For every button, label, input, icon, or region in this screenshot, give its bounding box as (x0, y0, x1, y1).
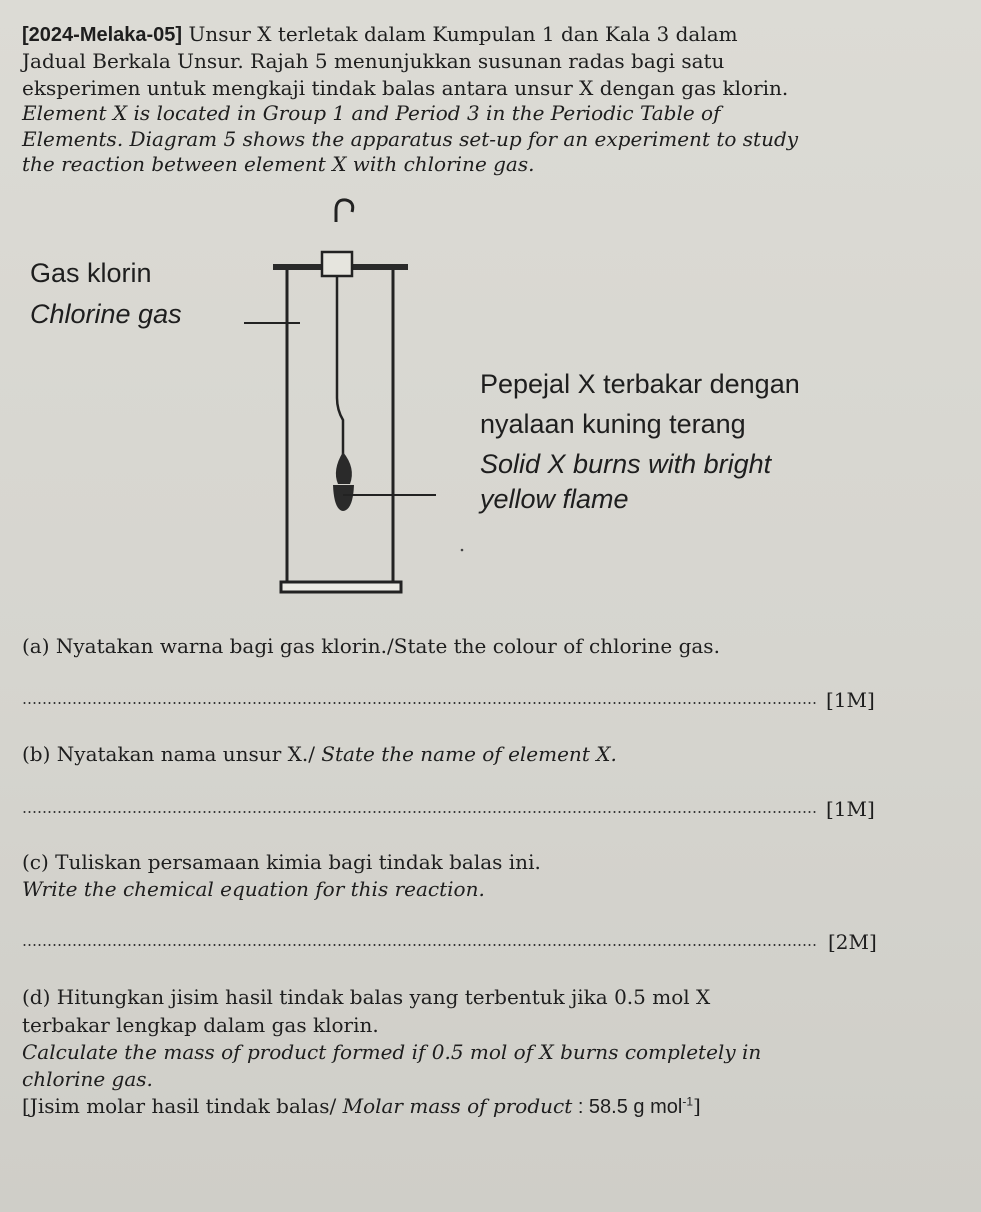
intro-en-line: Element X is located in Group 1 and Period 3 in the Periodic Table of (22, 101, 721, 125)
molar-mass-ms: [Jisim molar hasil tindak balas/ (22, 1094, 343, 1118)
spoon-cup (333, 485, 354, 511)
question-c-ms: (c) Tuliskan persamaan kimia bagi tindak balas ini. (22, 850, 541, 874)
question-b-en: State the name of element X. (321, 742, 617, 766)
intro-ms-line: eksperimen untuk mengkaji tindak balas antara unsur X dengan gas klorin. (22, 76, 789, 100)
answer-line-b[interactable] (22, 811, 816, 813)
molar-mass-exponent: -1 (682, 1094, 693, 1109)
gas-label-ms: Gas klorin (30, 258, 152, 288)
question-reference: [2024-Melaka-05] (22, 24, 183, 46)
stopper (322, 252, 352, 276)
answer-line-a[interactable] (22, 702, 816, 704)
flame-label-en-2: yellow flame (480, 484, 629, 514)
marks-a: [1M] (826, 688, 875, 712)
question-d-ms-2: terbakar lengkap dalam gas klorin. (22, 1013, 379, 1037)
flame-label-ms-1: Pepejal X terbakar dengan (480, 369, 800, 399)
marks-c: [2M] (828, 930, 877, 954)
intro-en-line: the reaction between element X with chlorine gas. (22, 152, 535, 176)
question-c-en: Write the chemical equation for this reaction. (22, 877, 485, 901)
question-d-en-1: Calculate the mass of product formed if 0.5 mol of X burns completely in (22, 1040, 762, 1064)
marks-b: [1M] (826, 797, 875, 821)
intro-ms-line: Unsur X terletak dalam Kumpulan 1 dan Kala 3 dalam (188, 22, 738, 46)
gas-label-en: Chlorine gas (30, 299, 182, 329)
molar-mass-en: Molar mass of product (342, 1094, 573, 1118)
flame-label-en-1: Solid X burns with bright (480, 449, 772, 479)
answer-line-c[interactable] (22, 944, 818, 946)
jar-base (281, 582, 401, 592)
intro-ms-line: Jadual Berkala Unsur. Rajah 5 menunjukkan susunan radas bagi satu (22, 49, 725, 73)
combustion-spoon-rod (337, 276, 343, 476)
molar-mass-value: : 58.5 g mol (572, 1096, 683, 1118)
molar-mass-close: ] (693, 1094, 701, 1118)
intro-en-line: Elements. Diagram 5 shows the apparatus set-up for an experiment to study (22, 127, 799, 151)
flame-label-ms-2: nyalaan kuning terang (480, 409, 746, 439)
question-a: (a) Nyatakan warna bagi gas klorin./State the colour of chlorine gas. (22, 634, 720, 658)
question-d-en-2: chlorine gas. (22, 1067, 153, 1091)
flame-icon (336, 452, 352, 484)
question-d-ms-1: (d) Hitungkan jisim hasil tindak balas yang terbentuk jika 0.5 mol X (22, 985, 711, 1009)
rod-hook (336, 200, 353, 222)
question-b-ms: (b) Nyatakan nama unsur X./ (22, 742, 322, 766)
question-b (22, 742, 617, 766)
paper-speck (461, 549, 464, 552)
molar-mass-note (22, 1094, 701, 1119)
